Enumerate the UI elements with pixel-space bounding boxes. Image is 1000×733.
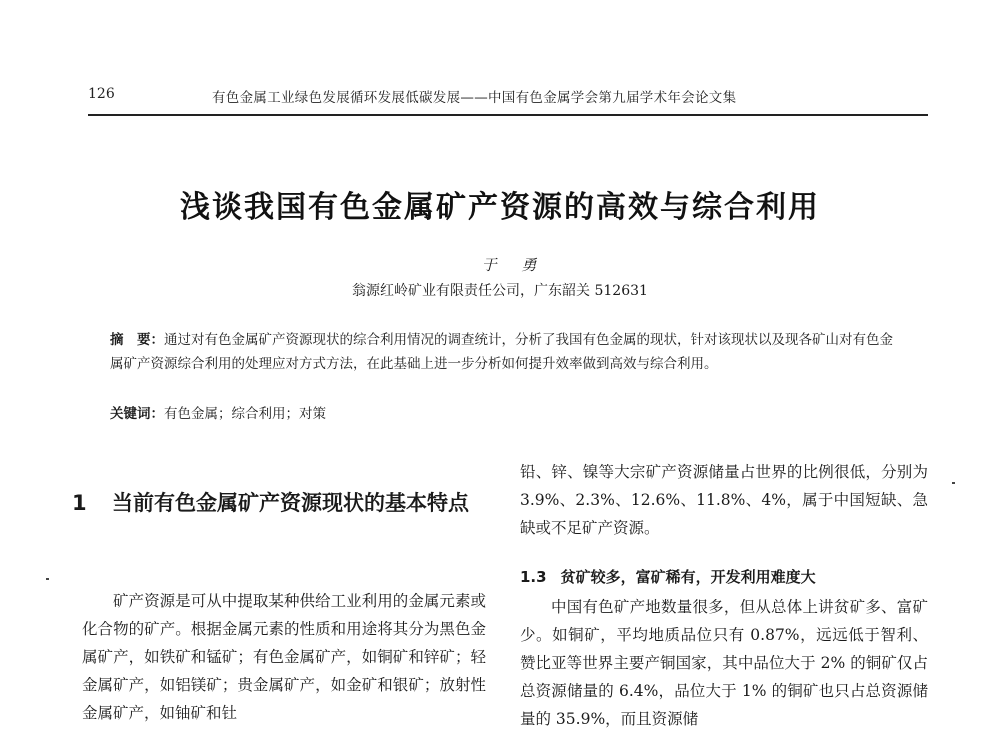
abstract-text: 通过对有色金属矿产资源现状的综合利用情况的调查统计，分析了我国有色金属的现状，针对该现状以及现各矿山对有色金属矿产资源综合利用的处理应对方式方法，在此基础上进一步分析如何提升效率做到高效与综合利用。 (110, 332, 893, 372)
section-1-number: 1 (72, 491, 87, 515)
running-header-title: 有色金属工业绿色发展循环发展低碳发展——中国有色金属学会第九届学术年会论文集 (212, 90, 737, 106)
subsection-number: 1.3 (520, 568, 547, 586)
paper-title: 浅谈我国有色金属矿产资源的高效与综合利用 (180, 190, 820, 225)
subsection-title: 贫矿较多，富矿稀有，开发利用难度大 (560, 568, 816, 586)
keywords-label: 关键词： (110, 406, 164, 422)
header-rule (88, 114, 928, 116)
subsection-paragraph: 中国有色矿产地数量很多，但从总体上讲贫矿多、富矿少。如铜矿，平均地质品位只有 0.87%，远远低于智利、赞比亚等世界主要产铜国家，其中品位大于 2% 的铜矿仅占总资源储量的 6.4%，品位大于 1% 的铜矿也只占总资源储量的 35.9%，而且资源储 (520, 598, 928, 728)
scan-speck (46, 578, 49, 580)
left-column (82, 587, 486, 727)
author-name: 于 勇 (481, 256, 547, 274)
keywords-text: 有色金属；综合利用；对策 (164, 406, 326, 422)
subsection-1-3-heading (520, 566, 816, 587)
abstract-label: 摘 要： (110, 332, 164, 348)
section-1-paragraph: 矿产资源是可从中提取某种供给工业利用的金属元素或化合物的矿产。根据金属元素的性质和用途将其分为黑色金属矿产，如铁矿和锰矿；有色金属矿产，如铜矿和锌矿；轻金属矿产，如铝镁矿；贵金属矿产，如金矿和银矿；放射性金属矿产，如铀矿和钍 (82, 592, 486, 722)
author-affiliation: 翁源红岭矿业有限责任公司，广东韶关 512631 (352, 283, 648, 299)
right-column-body (520, 593, 928, 733)
page-number: 126 (88, 86, 115, 102)
section-1-heading (72, 486, 492, 520)
abstract (110, 328, 905, 376)
section-1-title: 当前有色金属矿产资源现状的基本特点 (112, 491, 469, 515)
keywords (110, 402, 905, 426)
right-column-continuation (520, 458, 928, 542)
continuation-paragraph: 铅、锌、镍等大宗矿产资源储量占世界的比例很低，分别为 3.9%、2.3%、12.6%、11.8%、4%，属于中国短缺、急缺或不足矿产资源。 (520, 463, 928, 537)
scan-speck (952, 482, 955, 484)
